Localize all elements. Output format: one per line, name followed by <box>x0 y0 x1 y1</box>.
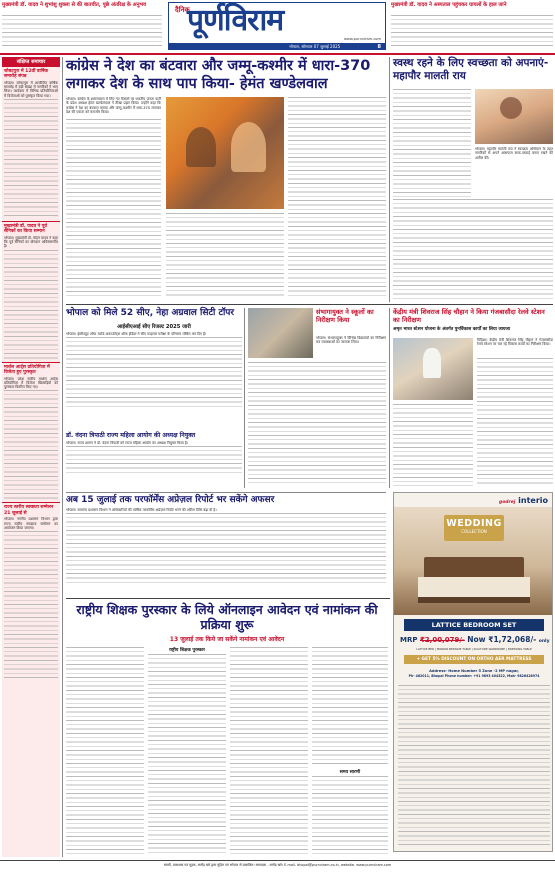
ad-features: LATTICE BED | MIRROR BEDSIDE TABLE | SOLITUDE WARDROBE | DRESSING TABLE <box>416 647 532 651</box>
ad-mrp-suffix: only <box>538 639 550 644</box>
ad-phone: Ph- 462011, Bhopal Phone number: +91 9893 404322, Mob- 9826428974 <box>408 674 540 678</box>
sub-story-1-body: भोपाल। राज्य शासन ने डॉ. वंदना त्रिपाठी को राज्य महिला आयोग का अध्यक्ष नियुक्त किया है। <box>66 440 189 445</box>
sidebar-divider <box>62 57 63 857</box>
sidebar-item <box>2 502 60 683</box>
sidebar-item-text-block <box>4 99 58 219</box>
sidebar <box>2 57 60 857</box>
bottom-text-col-2 <box>148 654 226 854</box>
masthead <box>0 0 555 52</box>
ad-wedding-subtitle: COLLECTION <box>461 529 487 534</box>
sub-story-2 <box>66 495 386 595</box>
masthead-page-number: 8 <box>377 43 381 50</box>
bottom-text-col-4b <box>312 776 388 856</box>
right-flash-headline: मुख्यमंत्री डॉ. यादव ने अस्पताल पहुंचकर घायलों के हाल जाने <box>391 2 507 8</box>
health-story <box>393 57 553 302</box>
cm-text-block <box>477 358 553 486</box>
ad-product-name: LATTICE BEDROOM SET <box>404 619 544 631</box>
bottom-col-head: समय सारणी <box>339 770 361 775</box>
bhopal-body: भोपाल। इंस्टीट्यूट ऑफ चार्टर्ड अकाउंटेंट्स ऑफ इंडिया ने सीए फाइनल परीक्षा के परिणाम घोषित कर दिए हैं। <box>66 332 207 336</box>
cm-headline: केंद्रीय मंत्री शिवराज सिंह चौहान ने किया गंजबासौदा रेलवे स्टेशन का निरीक्षण <box>393 308 545 324</box>
section-divider <box>66 492 386 493</box>
sidebar-item <box>2 362 60 503</box>
left-flash-news <box>2 2 162 50</box>
column-divider <box>244 308 245 488</box>
sidebar-item <box>2 67 60 221</box>
ad-brand-prefix: godrej <box>498 500 516 505</box>
masthead-prefix: दैनिक <box>175 6 190 14</box>
bhopal-headline: भोपाल को मिले 52 सीए, नेहा अग्रवाल सिटी टॉपर <box>66 308 235 318</box>
footer-divider <box>0 860 555 861</box>
masthead-title: पूर्णविराम <box>187 3 284 38</box>
sidebar-item-body: भोपाल। जोबटपुरा में आयोजित वार्षिक समारोह में बड़ी संख्या में नागरिकों ने भाग लिया। कार्यक्रम में विभिन्न प्रतियोगिताओं में विजेताओं को पुरस्कृत किया गया। <box>4 80 58 98</box>
health-headline: स्वस्थ रहने के लिए स्वच्छता को अपनाएं-महापौर मालती राय <box>393 57 549 82</box>
footer-imprint: स्वामी, प्रकाशक एवं मुद्रक, सत्येंद्र खरे द्वारा मुद्रित एवं भोपाल से प्रकाशित। सम्पादक - सत्येंद्र खरे। E-mail- bhopal@purnviram.co.in, website- www.purnviram.com <box>163 863 392 867</box>
bottom-subhead: 13 जुलाई तक किये जा सकेंगे नामांकन एवं आवेदन <box>169 636 285 643</box>
bottom-col-head: राष्ट्रीय शिक्षक पुरस्कार <box>168 648 206 653</box>
rights-headline: संभागायुक्त ने स्कूलों का निरीक्षण किया <box>316 308 374 324</box>
sub-story-2-body: भोपाल। सामान्य प्रशासन विभाग ने अधिकारियों की वार्षिक परफॉर्मेंस अप्रेज़ल रिपोर्ट भरने की अंतिम तिथि बढ़ा दी है। <box>66 508 217 512</box>
ad-price-row <box>400 635 550 644</box>
sub-story-1-headline: डॉ. वंदना त्रिपाठी राज्य महिला आयोग की अध्यक्ष नियुक्त <box>66 432 196 439</box>
cm-body: विदिशा। केंद्रीय मंत्री शिवराज सिंह चौहान ने गंजबासौदा रेलवे स्टेशन पर चल रहे विकास कार्यों का निरीक्षण किया। <box>477 338 553 347</box>
ad-wedding-title: WEDDING <box>446 518 502 529</box>
ad-address: Address- Home Number 5 Zone -2 MP nagar, <box>429 669 519 673</box>
cm-text-block-2 <box>393 404 473 486</box>
lead-body: भोपाल। कांग्रेस के शासनकाल में लिए गए फैसलों पर भारतीय जनता पार्टी के प्रदेश अध्यक्ष हेमंत खण्डेलवाल ने तीखा प्रहार किया। उन्होंने कहा कि कांग्रेस ने देश का बंटवारा कराया और जम्मू-कश्मीर में धारा-370 लगाकर देश की एकता को कमजोर किया। <box>66 97 161 114</box>
health-text-col-2 <box>393 199 553 299</box>
bottom-text-col-1 <box>66 647 144 855</box>
ad-wedding-badge <box>444 515 504 541</box>
ad-mrp-now: Now ₹1,72,068/- <box>467 635 537 644</box>
ad-below-text <box>398 685 550 845</box>
bottom-col-2 <box>148 647 226 855</box>
lead-text-col-2 <box>166 213 284 299</box>
sidebar-item-text-block <box>4 390 58 500</box>
rights-story <box>248 308 386 488</box>
masthead-url: www.purnviram.com <box>343 37 381 41</box>
ad-brand-name: interio <box>518 496 548 505</box>
ad-mrp-old: ₹2,00,079/- <box>419 636 465 644</box>
section-divider <box>66 598 390 599</box>
sidebar-item-body: भोपाल। मुख्यमंत्री डॉ. मोहन यादव ने कहा कि पूर्व सैनिकों का योगदान अविस्मरणीय है। <box>4 235 58 249</box>
masthead-title-block <box>168 2 386 50</box>
sub-story-1 <box>66 432 242 492</box>
lead-story <box>66 57 386 307</box>
right-flash-body <box>391 15 553 49</box>
advertisement <box>393 492 553 852</box>
lead-text-col-3 <box>288 97 386 299</box>
right-flash-news <box>391 2 553 50</box>
bottom-text-col-3 <box>230 647 308 855</box>
cm-subhead: अमृत भारत स्टेशन योजना के अंतर्गत पुनर्विकास कार्यों का लिया जायजा <box>393 327 511 332</box>
sidebar-item-headline: मुख्यमंत्री डॉ. यादव ने पूर्व सैनिकों का किया सम्मान <box>4 224 47 235</box>
column-divider <box>389 308 390 488</box>
ad-offer: + GET 5% DISCOUNT ON ORTHO AER MATTRESS <box>404 655 544 664</box>
health-photo <box>475 89 553 144</box>
sub-story-1-text <box>66 446 242 474</box>
lead-photo <box>166 97 284 209</box>
sub-story-2-headline: अब 15 जुलाई तक परफॉर्मेंस अप्रेज़ल रिपोर्ट भर सकेंगे अफसर <box>66 495 275 505</box>
sub-story-2-text <box>66 513 386 585</box>
masthead-divider <box>0 53 555 55</box>
bhopal-story <box>66 308 242 428</box>
bottom-story <box>66 602 388 857</box>
rights-text-block <box>248 362 386 486</box>
lead-headline: कांग्रेस ने देश का बंटवारा और जम्मू-कश्मीर में धारा-370 लगाकर देश के साथ पाप किया- हेमंत खण्डेलवाल <box>66 58 371 92</box>
left-flash-body <box>2 15 162 49</box>
lead-text-col-1 <box>66 119 161 299</box>
health-body: भोपाल। महापौर मालती राय ने स्वच्छता अभियान के तहत नागरिकों से अपने आसपास साफ-सफाई बनाए रखने की अपील की। <box>475 147 553 160</box>
ad-bed-illustration <box>414 557 534 607</box>
rights-body: भोपाल। संभागायुक्त ने विभिन्न विद्यालयों का निरीक्षण कर व्यवस्थाओं का जायजा लिया। <box>316 336 386 345</box>
cm-photo <box>393 338 473 400</box>
cm-story <box>393 308 553 488</box>
bhopal-text-block <box>66 337 242 407</box>
section-divider <box>66 304 553 305</box>
bottom-text-col-4 <box>312 647 388 767</box>
masthead-dateline: भोपाल, सोमवार 07 जुलाई 2025 <box>289 44 341 49</box>
health-text-col-1 <box>393 89 471 197</box>
bhopal-subhead: आईसीएआई सीए रिजल्ट 2025 जारी <box>117 324 191 330</box>
bottom-headline: राष्ट्रीय शिक्षक पुरस्कार के लिये ऑनलाइन आवेदन एवं नामांकन की प्रक्रिया शुरू <box>76 602 378 632</box>
ad-hero-image <box>394 507 553 615</box>
sidebar-header: संक्षिप्त समाचार <box>2 57 60 67</box>
sidebar-item-headline: मार्शल आर्ट्स प्रतियोगिता में विजेता हुए पुरस्कृत <box>4 364 50 376</box>
ad-brand <box>499 496 548 505</box>
bottom-col-4 <box>312 647 388 855</box>
masthead-dateline-bar <box>169 43 385 50</box>
right-col-divider <box>389 57 390 302</box>
sidebar-item-body: भोपाल। प्रदेश स्तरीय मार्शल आर्ट्स प्रतियोगिता में विजेता खिलाड़ियों को पुरस्कार वितरित किए गए। <box>4 376 58 390</box>
sidebar-item-body: भोपाल। नगरीय प्रशासन विभाग द्वारा राज्य स्तरीय स्वच्छता सम्मेलन का आयोजन किया जाएगा। <box>4 517 58 530</box>
sidebar-item-headline: जोबटपुरा में 12वीं वार्षिक समारोह संपन्न <box>4 69 49 80</box>
rights-photo <box>248 308 313 358</box>
sidebar-item <box>2 221 60 362</box>
sidebar-item-text-block <box>4 531 58 681</box>
left-flash-headline: मुख्यमंत्री डॉ. यादव ने शुभांशु शुक्ला से की बातचीत, पूछे अंतरिक्ष के अनुभव <box>2 2 147 8</box>
ad-mrp-label: MRP <box>400 636 418 644</box>
sidebar-item-headline: राज्य स्तरीय स्वच्छता सम्मेलन 21 जुलाई से <box>4 505 54 516</box>
sidebar-item-text-block <box>4 250 58 360</box>
